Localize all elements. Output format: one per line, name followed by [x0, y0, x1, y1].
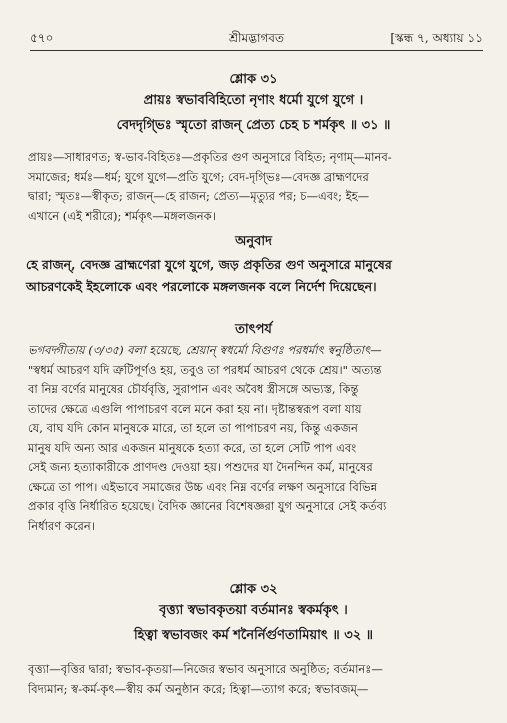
verse-32-heading: শ্লোক ৩২	[229, 582, 278, 597]
section-label: [স্কন্ধ ৭, অধ্যায় ১১	[390, 31, 483, 45]
purport-line: সেই জন্য হত্যাকারীকে প্রাণদণ্ড দেওয়া হয়। পশুদের যা দৈনন্দিন কর্ম, মানুষের	[28, 460, 373, 474]
purport-heading: তাৎপর্য	[235, 322, 272, 337]
translation-heading: অনুবাদ	[235, 234, 272, 249]
purport-line: মানুষ যদি অন্য আর একজন মানুষকে হত্যা করে, তা হলে সেটি পাপ এবং	[28, 440, 357, 455]
synonym-line: বিদ্যমান; স্ব-কর্ম-কৃৎ—স্বীয় কর্ম অনুষ্ঠান করে; হিত্বা—ত্যাগ করে; স্বভাবজম্—	[28, 681, 369, 696]
purport-line: বা নিম্ন বর্ণের মানুষের চৌর্যবৃত্তি, সুরাপান এবং অবৈধ স্ত্রীসঙ্গে অভ্যস্ত, কিন্তু	[28, 382, 359, 396]
translation-line: হে রাজন্, বেদজ্ঞ ব্রাহ্মণেরা যুগে যুগে, জড় প্রকৃতির গুণ অনুসারে মানুষের	[26, 257, 392, 272]
synonym-line: সমাজের; ধর্মঃ—ধর্ম; যুগে যুগে—প্রতি যুগে; বেদ-দৃগ্ভিঃ—বেদজ্ঞ ব্রাহ্মণদের	[28, 169, 369, 184]
purport-line: তাদের ক্ষেত্রে এগুলি পাপাচরণ বলে মনে করা হয় না। দৃষ্টান্তস্বরূপ বলা যায়	[28, 401, 362, 416]
purport-line: যে, বাঘ যদি কোন মানুষকে মারে, তা হলে তা পাপাচরণ নয়, কিন্তু একজন	[28, 421, 358, 435]
synonym-line: বৃত্ত্যা—বৃত্তির দ্বারা; স্বভাব-কৃতয়া—নিজের স্বভাব অনুসারে অনুষ্ঠিত; বর্তমানঃ—	[28, 662, 383, 676]
synonym-line: প্রায়ঃ—সাধারণত; স্ব-ভাব-বিহিতঃ—প্রকৃতির গুণ অনুসারে বিহিত; নৃণাম্—মানব-	[28, 150, 392, 164]
verse-31-line-2: বেদদৃগ্ভিঃ স্মৃতো রাজন্ প্রেত্য চেহ চ শর্মকৃৎ ॥ ৩১ ॥	[116, 118, 391, 133]
page-header	[30, 28, 483, 51]
verse-31-heading: শ্লোক ৩১	[229, 72, 278, 87]
verse-32-line-2: হিত্বা স্বভাবজং কর্ম শনৈর্নির্গুণতামিয়াৎ ॥ ৩২ ॥	[133, 628, 374, 643]
translation-text	[0, 254, 507, 298]
translation-line: আচরণকেই ইহলোকে এবং পরলোকে মঙ্গলজনক বলে নির্দেশ দিয়েছেন।	[26, 279, 377, 294]
synonym-line: দ্বারা; স্মৃতঃ—স্বীকৃত; রাজন্—হে রাজন; প্রেত্য—মৃত্যুর পর; চ—এবং; ইহ—	[28, 189, 370, 203]
purport-line: ক্ষেত্রে তা পাপ। এইভাবে সমাজের উচ্চ এবং নিম্ন বর্ণের লক্ষণ অনুসারে বিভিন্ন	[28, 479, 378, 494]
verse-31-synonyms	[0, 148, 507, 226]
purport-line: "স্বধর্ম আচরণ যদি ত্রুটিপূর্ণও হয়, তবুও তা পরধর্ম আচরণ থেকে শ্রেয়।" অত্যন্ত	[28, 362, 382, 377]
page-number: ৫৭০	[30, 31, 54, 45]
verse-31-line-1: প্রায়ঃ স্বভাববিহিতো নৃণাং ধর্মো যুগে যুগে ।	[143, 93, 364, 108]
purport-line: ভগবদ্গীতায় (৩/৩৫) বলা হয়েছে, শ্রেয়ান্ স্বধর্মো বিগুণঃ পরধর্মাৎ স্বনুষ্ঠিতাৎ—	[28, 343, 382, 357]
synonym-line: এখানে (এই শরীরে); শর্মকৃৎ—মঙ্গলজনক।	[28, 208, 216, 223]
purport-text	[0, 341, 507, 536]
verse-32-synonyms	[0, 660, 507, 699]
verse-32-line-1: বৃত্ত্যা স্বভাবকৃতয়া বর্তমানঃ স্বকর্মকৃৎ ।	[159, 603, 348, 618]
book-title: শ্রীমদ্ভাগবত	[228, 31, 284, 45]
purport-line: নির্ধারণ করেন।	[28, 518, 95, 533]
purport-line: প্রকার বৃত্তি নির্ধারিত হয়েছে। বৈদিক জ্ঞানের বিশেষজ্ঞরা যুগ অনুসারে সেই কর্তব্য	[28, 499, 387, 513]
